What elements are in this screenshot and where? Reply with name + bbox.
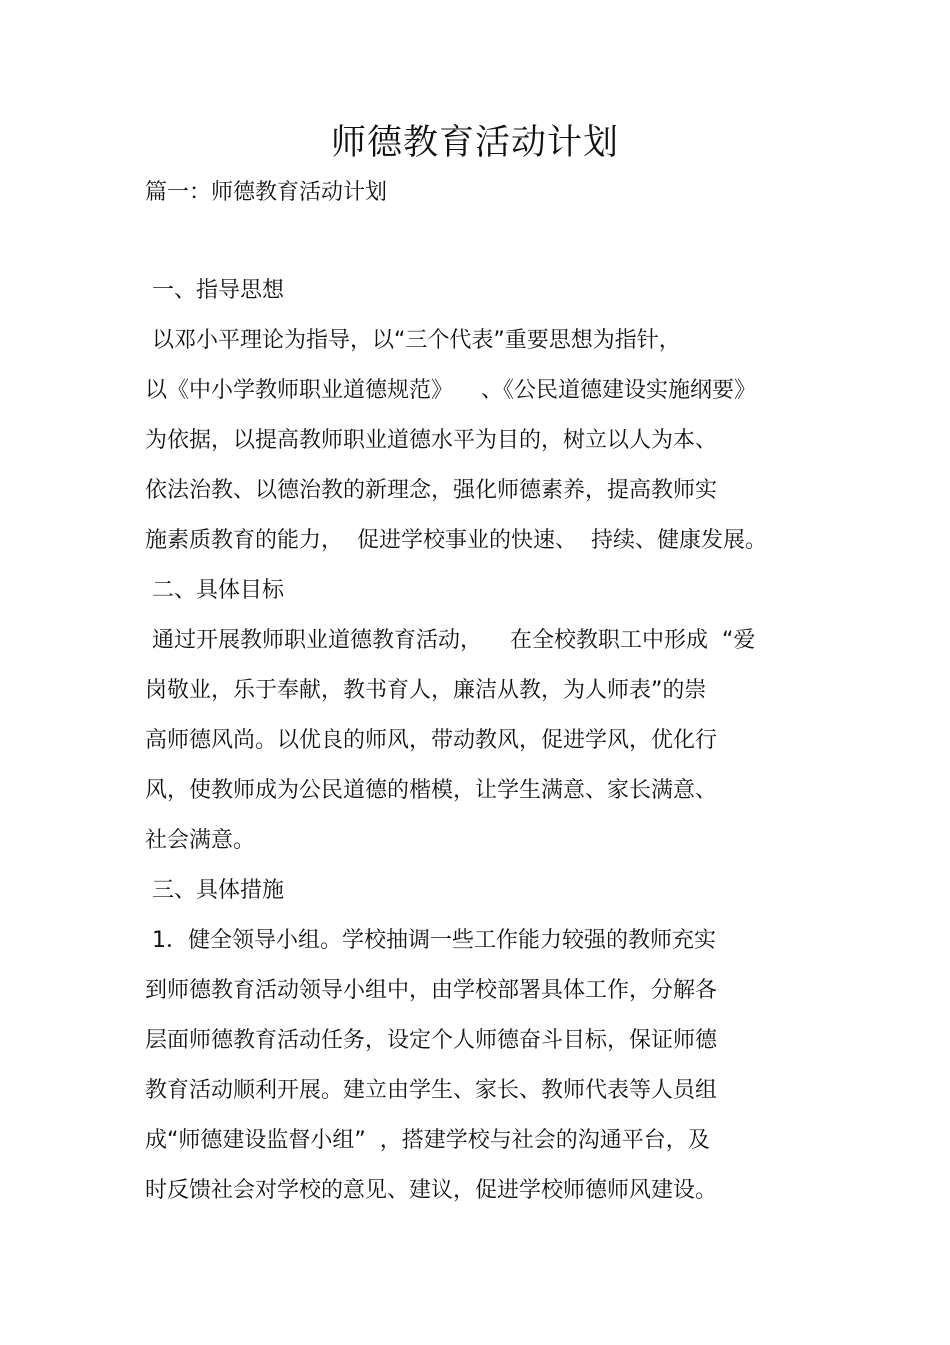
paragraph-line: 1．健全领导小组。学校抽调一些工作能力较强的教师充实 [145, 928, 716, 953]
paragraph-line: 高师德风尚。以优良的师风，带动教风，促进学风，优化行 [145, 728, 718, 753]
paragraph-line: 岗敬业，乐于奉献，教书育人，廉洁从教，为人师表”的崇 [145, 678, 707, 703]
section-heading-specific-goals: 二、具体目标 [145, 578, 284, 603]
document-subtitle: 篇一：师德教育活动计划 [145, 180, 388, 205]
paragraph-line: 层面师德教育活动任务，设定个人师德奋斗目标，保证师德 [145, 1028, 718, 1053]
paragraph-line: 教育活动顺利开展。建立由学生、家长、教师代表等人员组 [145, 1078, 718, 1103]
paragraph-line: 成“师德建设监督小组” ，搭建学校与社会的沟通平台，及 [145, 1128, 710, 1153]
paragraph-line: 通过开展教师职业道德教育活动， 在全校教职工中形成 “爱 [145, 628, 756, 653]
paragraph-line: 到师德教育活动领导小组中，由学校部署具体工作，分解各 [145, 978, 718, 1003]
paragraph-line: 风，使教师成为公民道德的楷模，让学生满意、家长满意、 [145, 778, 718, 803]
paragraph-line: 以邓小平理论为指导，以“三个代表”重要思想为指针， [145, 328, 681, 353]
paragraph-line: 社会满意。 [145, 828, 256, 853]
section-heading-specific-measures: 三、具体措施 [145, 878, 284, 903]
document-title: 师德教育活动计划 [330, 123, 619, 163]
paragraph-line: 时反馈社会对学校的意见、建议，促进学校师德师风建设。 [145, 1178, 718, 1203]
section-heading-guiding-ideology: 一、指导思想 [145, 278, 284, 303]
paragraph-line: 为依据，以提高教师职业道德水平为目的，树立以人为本、 [145, 428, 718, 453]
paragraph-line: 依法治教、以德治教的新理念，强化师德素养，提高教师实 [145, 478, 718, 503]
paragraph-line: 施素质教育的能力， 促进学校事业的快速、 持续、健康发展。 [145, 528, 767, 553]
paragraph-line: 以《中小学教师职业道德规范》 、《公民道德建设实施纲要》 [145, 378, 756, 403]
